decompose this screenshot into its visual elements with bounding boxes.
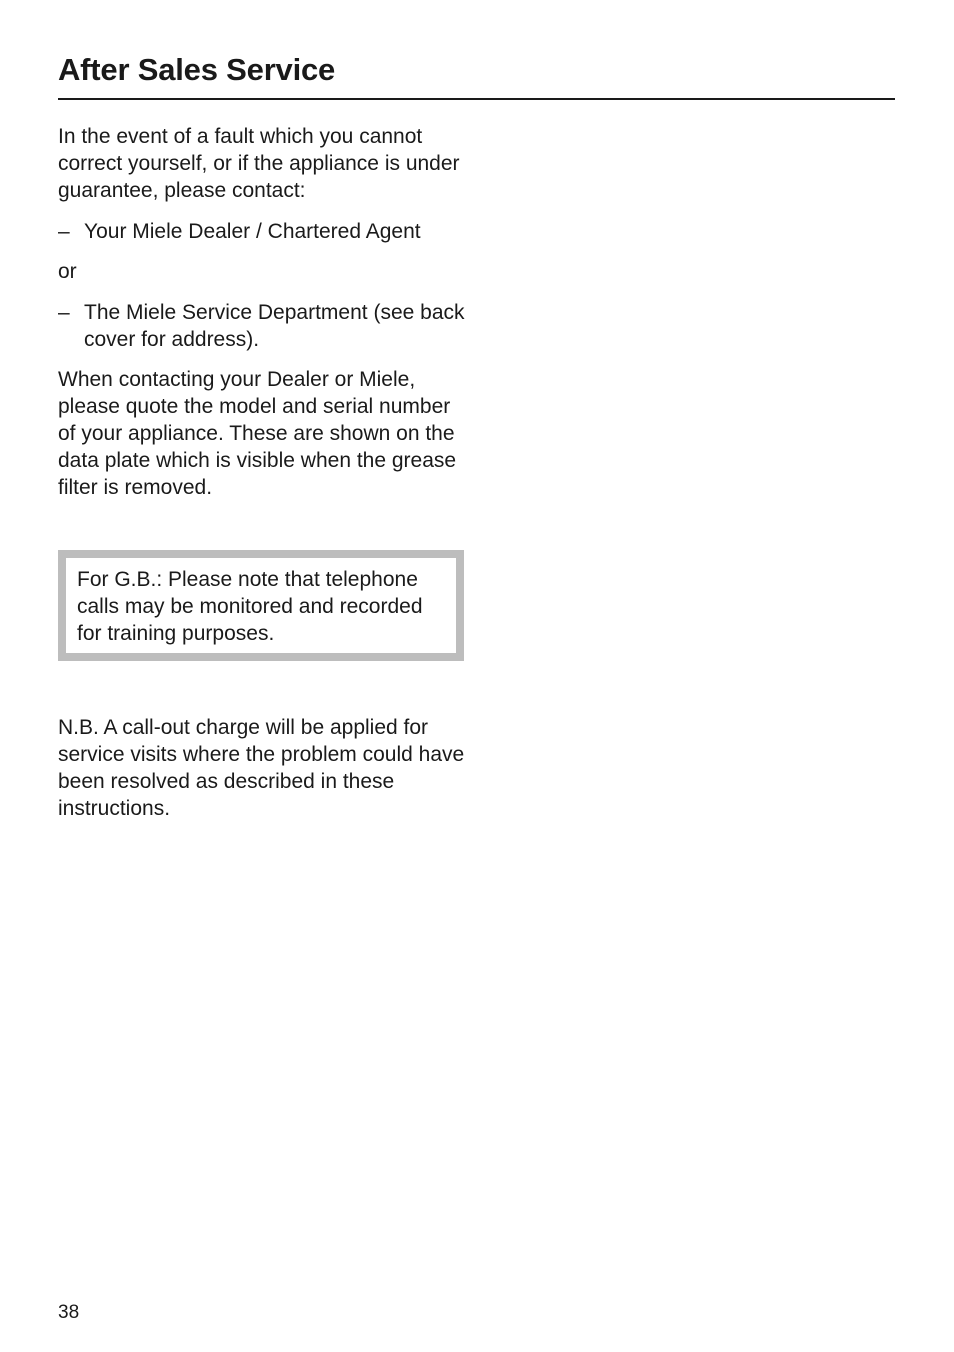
contact-info-paragraph: When contacting your Dealer or Miele, please quote the model and serial number of your appliance. These are shown on the data plate which is visible when the grease filter is removed. xyxy=(58,368,457,499)
content-column xyxy=(58,123,468,822)
note-box xyxy=(58,550,464,661)
dash-bullet: – xyxy=(58,301,70,324)
list-item-dealer xyxy=(58,218,468,245)
list-item-dealer-text: Your Miele Dealer / Chartered Agent xyxy=(84,220,421,243)
page-title: After Sales Service xyxy=(58,52,336,87)
note-text: For G.B.: Please note that telephone calls may be monitored and recorded for training purposes. xyxy=(77,568,423,645)
or-text: or xyxy=(58,260,77,283)
intro-paragraph: In the event of a fault which you cannot correct yourself, or if the appliance is under guarantee, please contact: xyxy=(58,125,460,202)
list-item-service-department xyxy=(58,299,468,353)
dash-bullet: – xyxy=(58,220,70,243)
nb-paragraph: N.B. A call-out charge will be applied for service visits where the problem could have been resolved as described in these instructions. xyxy=(58,716,465,820)
page-number: 38 xyxy=(58,1302,80,1323)
list-item-service-department-text: The Miele Service Department (see back cover for address). xyxy=(84,301,465,351)
title-divider xyxy=(58,98,895,100)
